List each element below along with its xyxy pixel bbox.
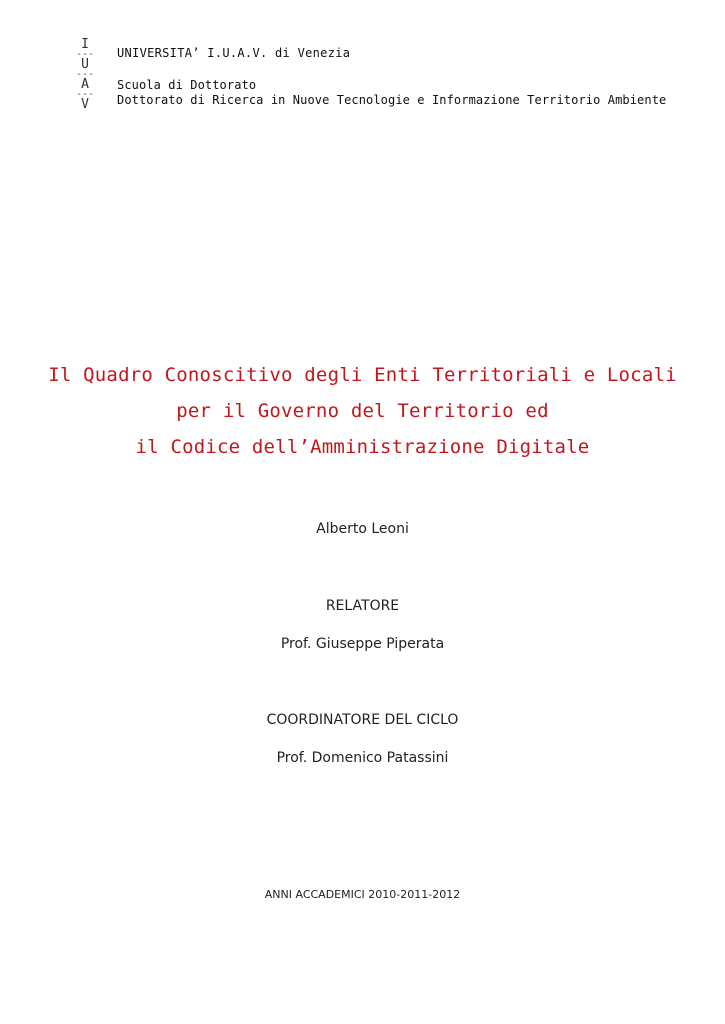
logo-letter-u: U (81, 57, 89, 72)
coordinatore-name: Prof. Domenico Patassini (276, 750, 449, 766)
logo-letter-i: I (81, 37, 89, 52)
title-line-2: per il Governo del Territorio ed (176, 400, 549, 422)
academic-years: ANNI ACCADEMICI 2010-2011-2012 (264, 888, 461, 901)
logo-letter-v: V (81, 97, 89, 112)
thesis-title (0, 357, 725, 465)
program-name: Dottorato di Ricerca in Nuove Tecnologie e Informazione Territorio Ambiente (117, 93, 667, 107)
institution-header (117, 46, 666, 108)
title-line-1: Il Quadro Conoscitivo degli Enti Territoriali e Locali (48, 364, 677, 386)
logo-dash: --- (75, 69, 95, 80)
logo-dash: --- (75, 49, 95, 60)
relatore-label: RELATORE (325, 598, 400, 614)
coordinatore-label: COORDINATORE DEL CICLO (266, 712, 459, 728)
relatore-name: Prof. Giuseppe Piperata (280, 636, 445, 652)
author-name: Alberto Leoni (316, 521, 409, 537)
university-name: UNIVERSITA’ I.U.A.V. di Venezia (117, 46, 351, 60)
logo-dash: --- (75, 89, 95, 100)
logo-letter-a: A (81, 77, 89, 92)
title-line-3: il Codice dell’Amministrazione Digitale (135, 436, 590, 458)
iuav-logo (68, 38, 102, 112)
school-name: Scuola di Dottorato (117, 78, 257, 92)
